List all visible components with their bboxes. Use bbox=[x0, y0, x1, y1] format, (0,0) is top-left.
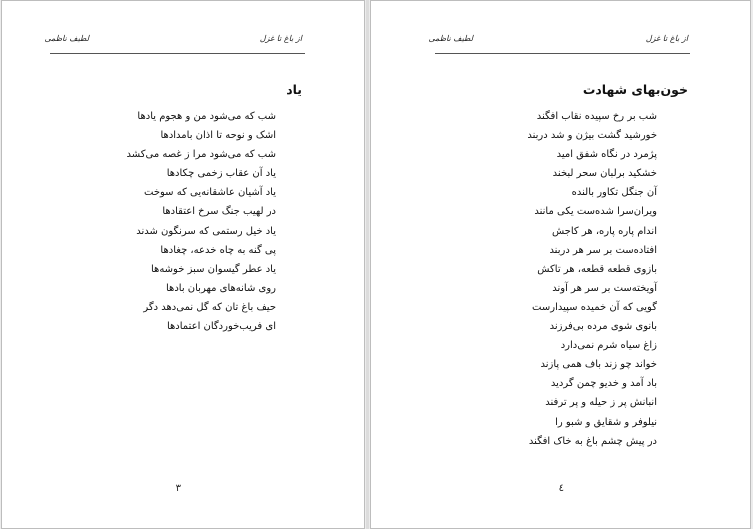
header-author: لطیف ناظمی bbox=[428, 34, 473, 43]
poem-line: آن جنگل تکاور بالنده bbox=[571, 187, 657, 199]
poem-line: زاغ سیاه شرم نمی‌دارد bbox=[560, 340, 657, 352]
poem-line: حیف باغ تان که گل نمی‌دهد دگر bbox=[143, 301, 276, 313]
poem-line: یاد عطر گیسوان سبز خوشه‌ها bbox=[151, 263, 276, 275]
poem-line: خشکید برلبان سحر لبخند bbox=[552, 168, 657, 180]
poem-line: بازوی قطعه قطعه، هر تاکش bbox=[537, 263, 657, 275]
poem-line: در پیش چشم باغ به خاک افگند bbox=[528, 435, 657, 447]
header-book-title: از باغ تا غزل bbox=[645, 34, 688, 43]
page-number: ٤ bbox=[558, 483, 564, 494]
poem-line: ای فریب‌خوردگان اعتمادها bbox=[166, 321, 276, 333]
poem-line: آویخته‌ست بر سر هر آوند bbox=[552, 282, 657, 294]
poem-line: افتاده‌ست بر سر هر دربند bbox=[549, 244, 657, 256]
poem-line: شب که می‌شود مرا ز غصه می‌کشد bbox=[126, 149, 276, 161]
poem-line: یاد خیل رستمی که سرنگون شدند bbox=[136, 225, 276, 237]
page-number: ۳ bbox=[175, 483, 181, 494]
poem-line: باد آمد و خدیو چمن گردید bbox=[550, 378, 657, 390]
right-page bbox=[370, 0, 751, 529]
poem-line: پژمرد در نگاه شفق امید bbox=[556, 149, 657, 161]
poem-line: انبانش پر ز حیله و پر ترفند bbox=[545, 397, 657, 409]
poem-line: شب بر رخ سپیده نقاب افگند bbox=[536, 111, 657, 122]
left-page bbox=[1, 0, 365, 529]
poem-line: بانوی شوی مرده بی‌فرزند bbox=[549, 321, 657, 333]
header-author: لطیف ناظمی bbox=[44, 34, 89, 43]
poem-line: در لهیب جنگ سرخ اعتقادها bbox=[162, 206, 276, 218]
poem-line: اشک و نوحه تا اذان بامدادها bbox=[160, 130, 276, 142]
poem-line: ویران‌سرا شده‌ست یکی مانند bbox=[534, 206, 657, 218]
poem-line: یاد آشیان عاشقانه‌یی که سوخت bbox=[144, 187, 276, 199]
poem-line: خورشید گشت بیژن و شد دربند bbox=[527, 130, 657, 142]
poem-line: روی شانه‌های مهربان بادها bbox=[166, 282, 276, 294]
poem-lines bbox=[127, 107, 276, 336]
header-rule bbox=[435, 53, 690, 54]
poem-line: شب که می‌شود من و هجوم یادها bbox=[137, 111, 276, 122]
page-gutter bbox=[366, 0, 369, 529]
poem-title: خون‌بهای شهادت bbox=[582, 82, 688, 97]
poem-line: خواند چو زند باف همی پازند bbox=[540, 359, 657, 371]
poem-lines bbox=[527, 107, 657, 451]
poem-line: نیلوفر و شقایق و شبو را bbox=[555, 416, 657, 428]
poem-title: یاد bbox=[286, 82, 302, 97]
header-rule bbox=[50, 53, 305, 54]
poem-line: اندام پاره پاره، هر کاجش bbox=[551, 225, 657, 237]
poem-line: پی گنه به چاه خدعه، چغادها bbox=[160, 244, 276, 256]
poem-line: گویی که آن خمیده سپیدارست bbox=[532, 301, 657, 313]
poem-line: یاد آن عقاب زخمی چکادها bbox=[166, 168, 276, 180]
header-book-title: از باغ تا غزل bbox=[259, 34, 302, 43]
